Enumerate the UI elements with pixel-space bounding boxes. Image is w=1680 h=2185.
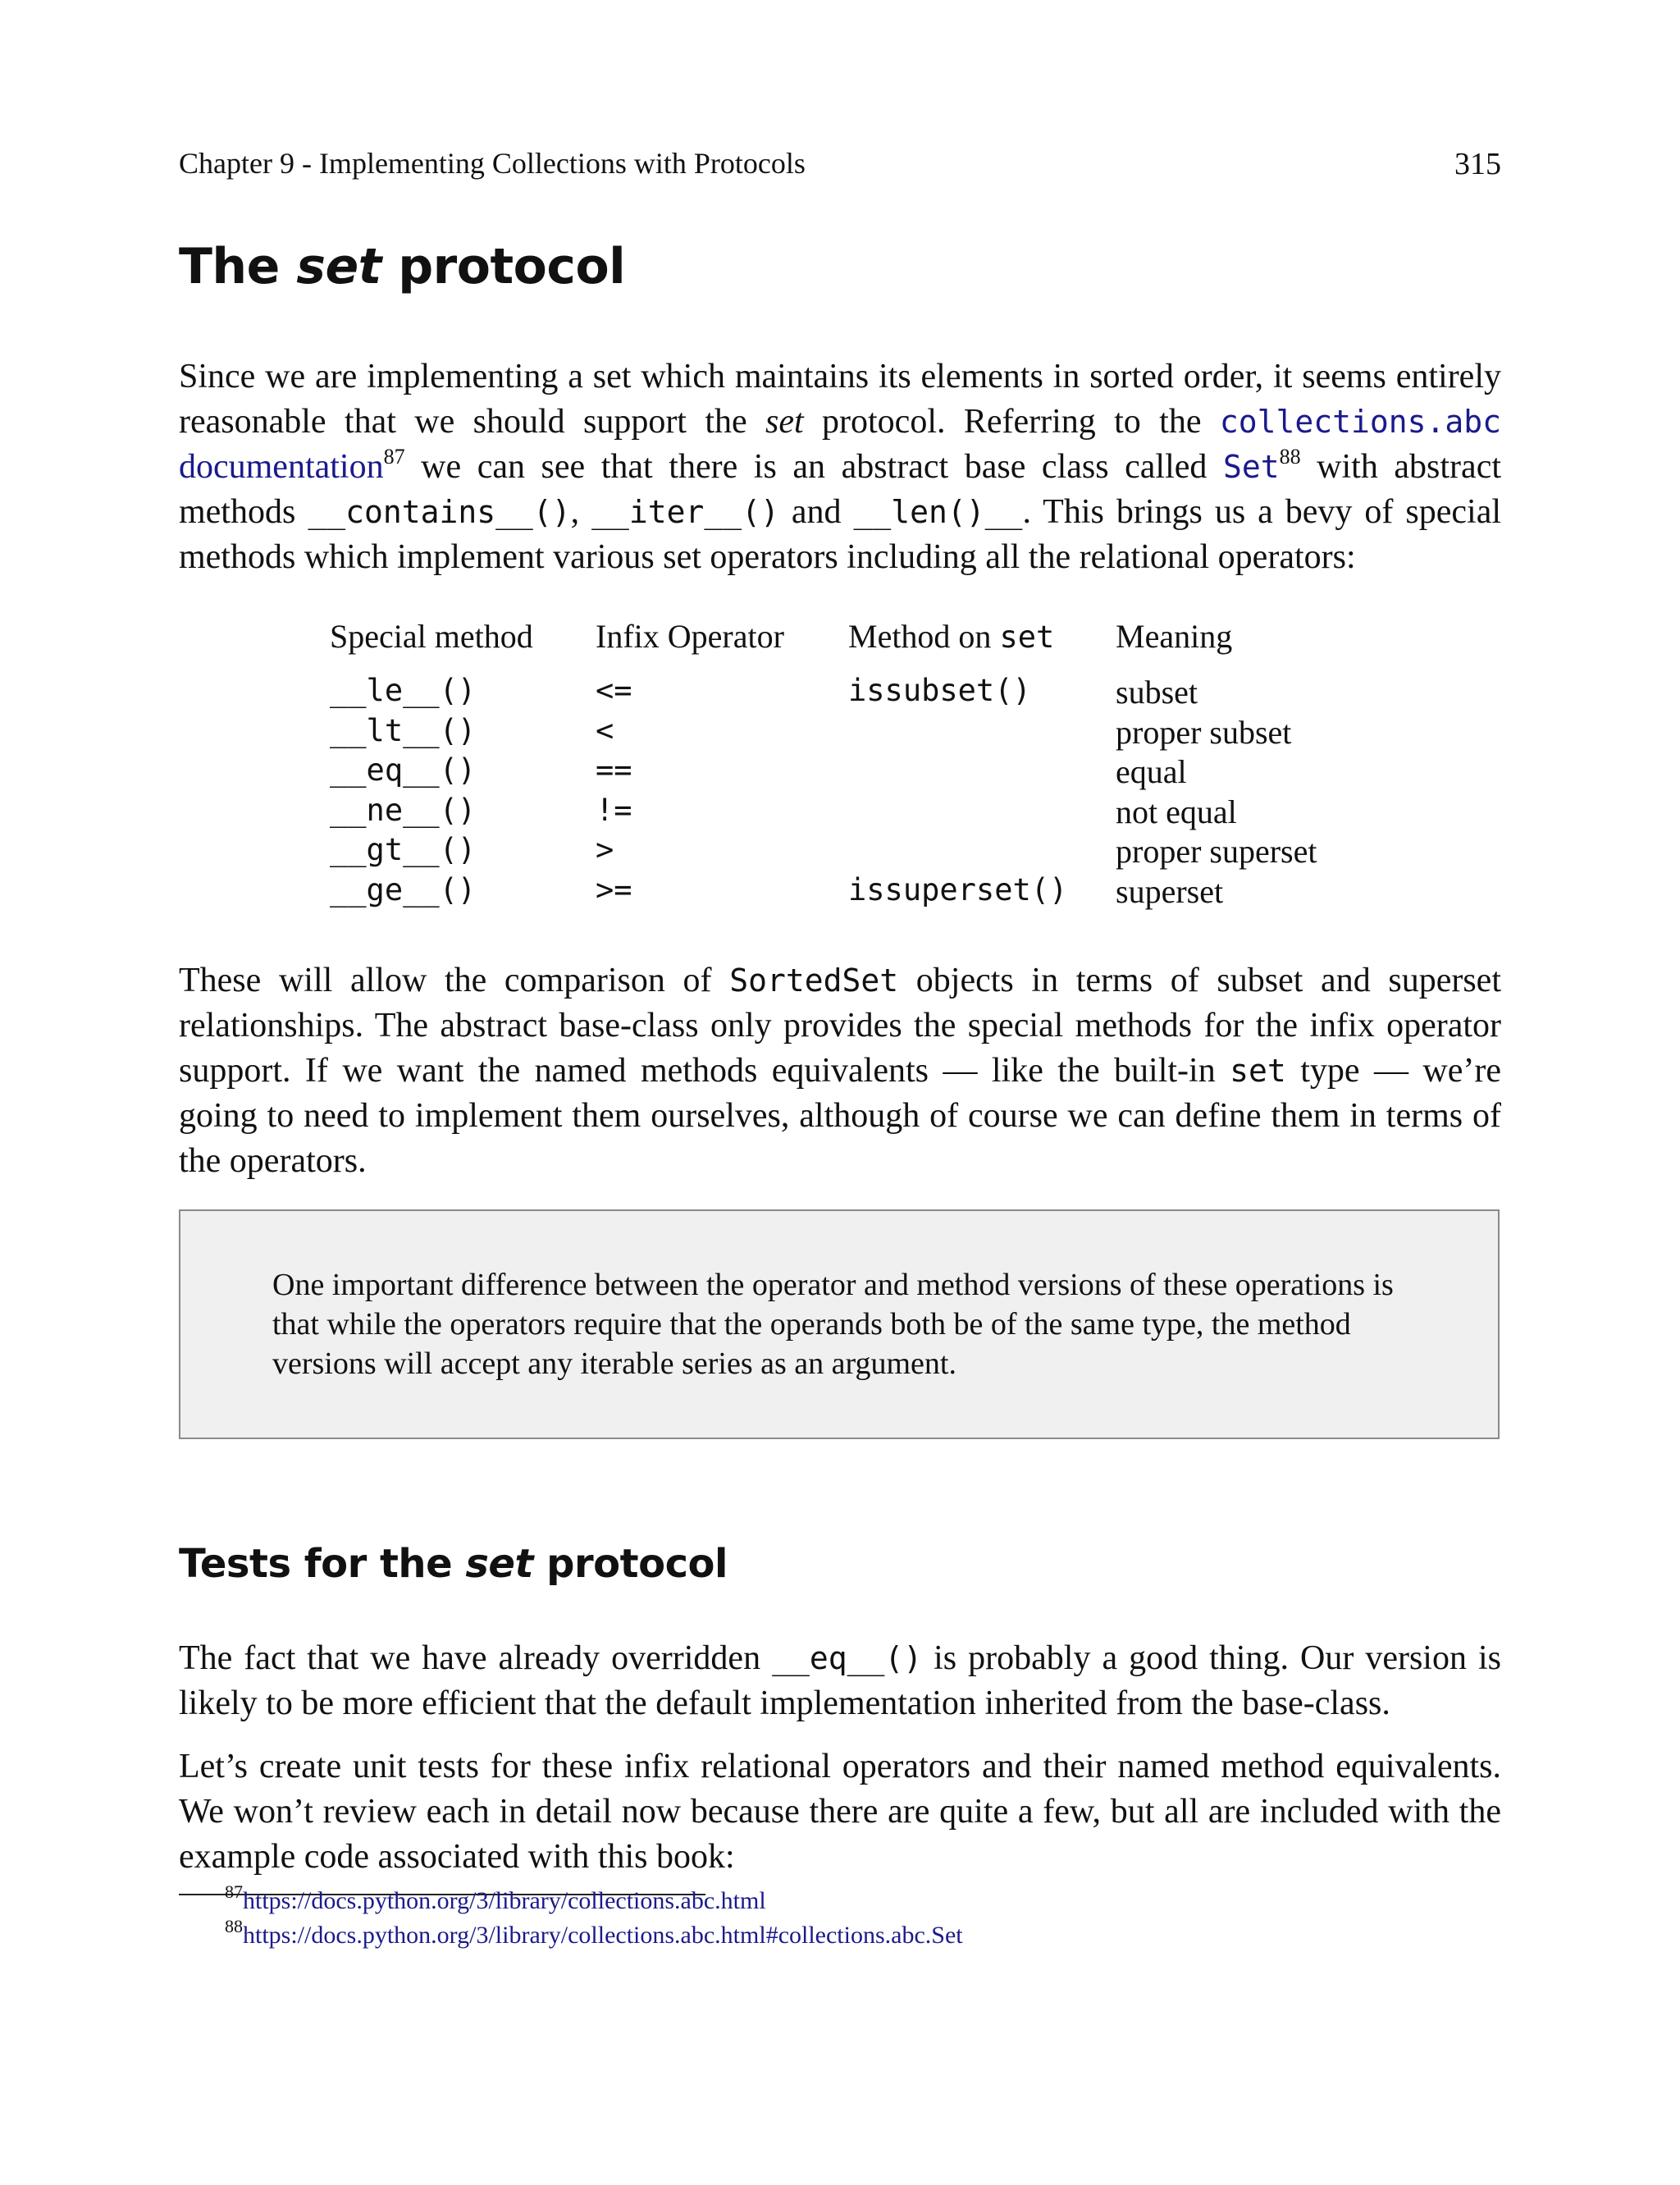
eq-paragraph: The fact that we have already overridden __eq__() is probably a good thing. Our version is likely to be more efficient that the default implementation inherited from the base-class. xyxy=(179,1639,1501,1722)
set-doc-link[interactable]: Set xyxy=(1222,449,1280,485)
footnote-88-link[interactable]: https://docs.python.org/3/library/collections.abc.html#collections.abc.Set xyxy=(243,1922,963,1949)
page-number: 315 xyxy=(1454,147,1501,181)
set-operators-table xyxy=(330,617,1317,912)
table-row: __le__() <= issubset() subset xyxy=(330,673,1198,711)
table-header-row xyxy=(330,617,1317,673)
comparison-paragraph: These will allow the comparison of SortedSet objects in terms of subset and superset relationships. The abstract base-class only provides the special methods for the infix operator support. If we want the named methods equivalents — like the built-in set type — we’re going to need to implement them ourselves, although of course we can define them in terms of the operators. xyxy=(179,962,1501,1180)
header-meaning: Meaning xyxy=(1116,618,1233,655)
footnote-87-link[interactable]: https://docs.python.org/3/library/collections.abc.html xyxy=(243,1887,766,1914)
header-infix-operator: Infix Operator xyxy=(596,618,784,655)
note-box xyxy=(179,1209,1500,1439)
table-row: __ge__() >= issuperset() superset xyxy=(330,871,1224,910)
collections-abc-doc-link[interactable]: collections.abc documentation xyxy=(179,404,1501,486)
table-row: __ne__() != not equal xyxy=(330,792,1237,830)
subsection-title: Tests for the set protocol xyxy=(179,1541,728,1587)
intro-paragraph: Since we are implementing a set which maintains its elements in sorted order, it seems entirely reasonable that we should support the set protocol. Referring to the collections.abc documentation$^{87}$ we can see that there is an abstract base class called Set$^{88}$ with abstract methods __contains__(), __iter__() and __len()__. This brings us a bevy of special methods which implement various set operators including all the relational operators: xyxy=(179,358,1501,576)
footnote-ref-88[interactable]: 88 xyxy=(1279,445,1301,469)
header-method-on-set: Method on set xyxy=(848,618,1055,655)
footnote-87: $^{87}$https://docs.python.org/3/library/collections.abc.html xyxy=(225,1881,766,1914)
unit-tests-paragraph: Let’s create unit tests for these infix relational operators and their named method equivalents. We won’t review each in detail now because there are quite a few, but all are included with the example code associated with this book: xyxy=(179,1748,1501,1876)
header-special-method: Special method xyxy=(330,618,533,655)
chapter-title: Chapter 9 - Implementing Collections with Protocols xyxy=(179,147,806,180)
table-row: __lt__() < proper subset xyxy=(330,712,1292,751)
running-header xyxy=(179,146,1501,182)
note-text: One important difference between the operator and method versions of these operations is that while the operators require that the operands both be of the same type, the method versions will accept any iterable series as an argument. xyxy=(272,1268,1394,1381)
table-row: __gt__() > proper superset xyxy=(330,832,1317,870)
table-row: __eq__() == equal xyxy=(330,752,1187,790)
footnote-ref-87[interactable]: 87 xyxy=(383,445,405,469)
footnote-88: $^{88}$https://docs.python.org/3/library/collections.abc.html#collections.abc.Set xyxy=(225,1916,963,1949)
section-title: The set protocol xyxy=(179,238,626,295)
